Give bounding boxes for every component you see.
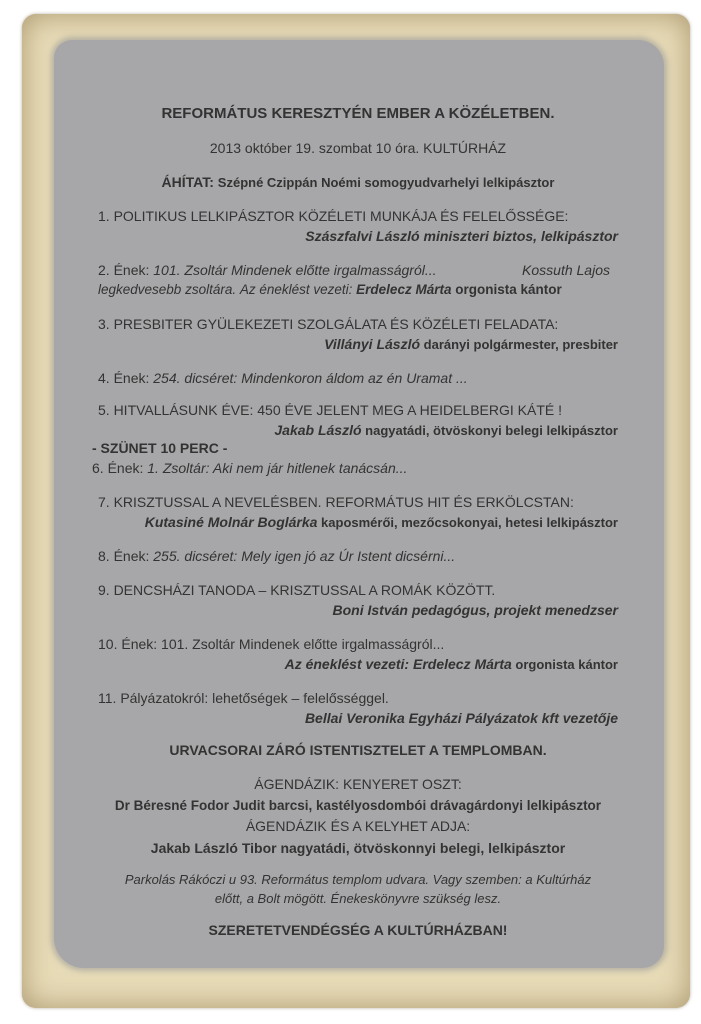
item-3-speaker-name: Villányi László [324,336,421,352]
break-notice: - SZÜNET 10 PERC - [92,440,228,456]
item-11-text: 11. Pályázatokról: lehetőségek – felelősséggel. [98,690,389,706]
item-5-speaker-name: Jakab László [274,422,362,438]
item-2-leader: Erdelecz Márta [356,282,452,297]
program-item-10 [98,634,618,675]
footer-notice: SZERETETVENDÉGSÉG A KULTÚRHÁZBAN! [208,922,508,938]
agendazik-2: ÁGENDÁZIK ÉS A KELYHET ADJA: [245,818,471,834]
item-3-speaker-role: darányi polgármester, presbiter [420,337,618,352]
item-5-speaker-role: nagyatádi, ötvöskonyi belegi lelkipásztor [361,423,618,438]
item-2-prefix: 2. Ének: [98,262,154,278]
item-10-text: 10. Ének: 101. Zsoltár Mindenek előtte irgalmasságról... [98,636,445,652]
ahitat-line [98,172,618,193]
parking-line-1: Parkolás Rákóczi u 93. Református templom udvara. Vagy szemben: a Kultúrház [124,872,592,887]
program-item-7 [98,492,618,533]
item-2-right: Kossuth Lajos [522,262,610,278]
item-8-prefix: 8. Ének: [98,548,154,564]
parking-info [98,870,618,908]
item-5-text: 5. HITVALLÁSUNK ÉVE: 450 ÉVE JELENT MEG A HEIDELBERGI KÁTÉ ! [98,402,562,418]
item-4-hymn: 254. dicséret: Mindenkoron áldom az én Uramat ... [153,370,468,386]
program-item-3 [98,314,618,355]
program-item-9 [98,580,618,620]
item-8-hymn: 255. dicséret: Mely igen jó az Úr Istent dicsérni... [153,548,456,564]
closing-speaker-1: Dr Béresné Fodor Judit barcsi, kastélyosdombói drávagárdonyi lelkipásztor [114,798,602,813]
program-item-5 [98,400,618,441]
item-1-text: 1. POLITIKUS LELKIPÁSZTOR KÖZÉLETI MUNKÁJA ÉS FELELŐSSÉGE: [98,208,569,224]
item-2-hymn-cont: legkedvesebb zsoltára. [98,282,237,297]
item-2-hymn: 101. Zsoltár Mindenek előtte irgalmasságról... [153,262,437,278]
program-item-2 [98,260,618,300]
item-7-text: 7. KRISZTUSSAL A NEVELÉSBEN. REFORMÁTUS HIT ÉS ERKÖLCSTAN: [98,494,574,510]
program-item-8 [98,546,618,566]
program-item-4 [98,368,618,388]
document-title: REFORMÁTUS KERESZTYÉN EMBER A KÖZÉLETBEN. [161,105,555,122]
item-10-leader-role: orgonista kántor [511,657,618,672]
closing-title: URVACSORAI ZÁRÓ ISTENTISZTELET A TEMPLOMBAN. [169,742,547,758]
ahitat-label: ÁHÍTAT: [161,174,214,190]
item-9-speaker: Boni István pedagógus, projekt menedzser [332,602,618,618]
program-item-6 [92,458,612,478]
item-1-speaker: Szászfalvi László miniszteri biztos, lelkipásztor [305,228,618,244]
item-4-prefix: 4. Ének: [98,370,154,386]
item-2-leader-label: Az éneklést vezeti: [239,282,357,297]
program-item-1 [98,206,618,246]
closing-speaker-2: Jakab László Tibor nagyatádi, ötvöskonnyi belegi, lelkipásztor [150,840,566,856]
item-7-speaker-name: Kutasiné Molnár Boglárka [144,514,318,530]
item-7-speaker-role: kaposmérői, mezőcsokonyai, hetesi lelkipásztor [317,515,618,530]
item-6-hymn: 1. Zsoltár: Aki nem jár hitlenek tanácsán... [147,460,408,476]
item-3-text: 3. PRESBITER GYÜLEKEZETI SZOLGÁLATA ÉS KÖZÉLETI FELADATA: [98,316,559,332]
item-10-leader: Az éneklést vezeti: Erdelecz Márta [284,656,512,672]
agendazik-1: ÁGENDÁZIK: KENYERET OSZT: [254,776,462,792]
item-2-leader-role: orgonista kántor [451,282,562,297]
ahitat-speaker: Szépné Czippán Noémi somogyudvarhelyi lelkipásztor [217,175,555,190]
program-item-11 [98,688,618,728]
event-date: 2013 október 19. szombat 10 óra. KULTÚRHÁZ [209,140,507,156]
item-9-text: 9. DENCSHÁZI TANODA – KRISZTUSSAL A ROMÁK KÖZÖTT. [98,582,496,598]
parking-line-2: előtt, a Bolt mögött. Énekeskönyvre szükség lesz. [214,891,502,906]
item-11-speaker: Bellai Veronika Egyházi Pályázatok kft vezetője [304,710,618,726]
item-6-prefix: 6. Ének: [92,460,148,476]
